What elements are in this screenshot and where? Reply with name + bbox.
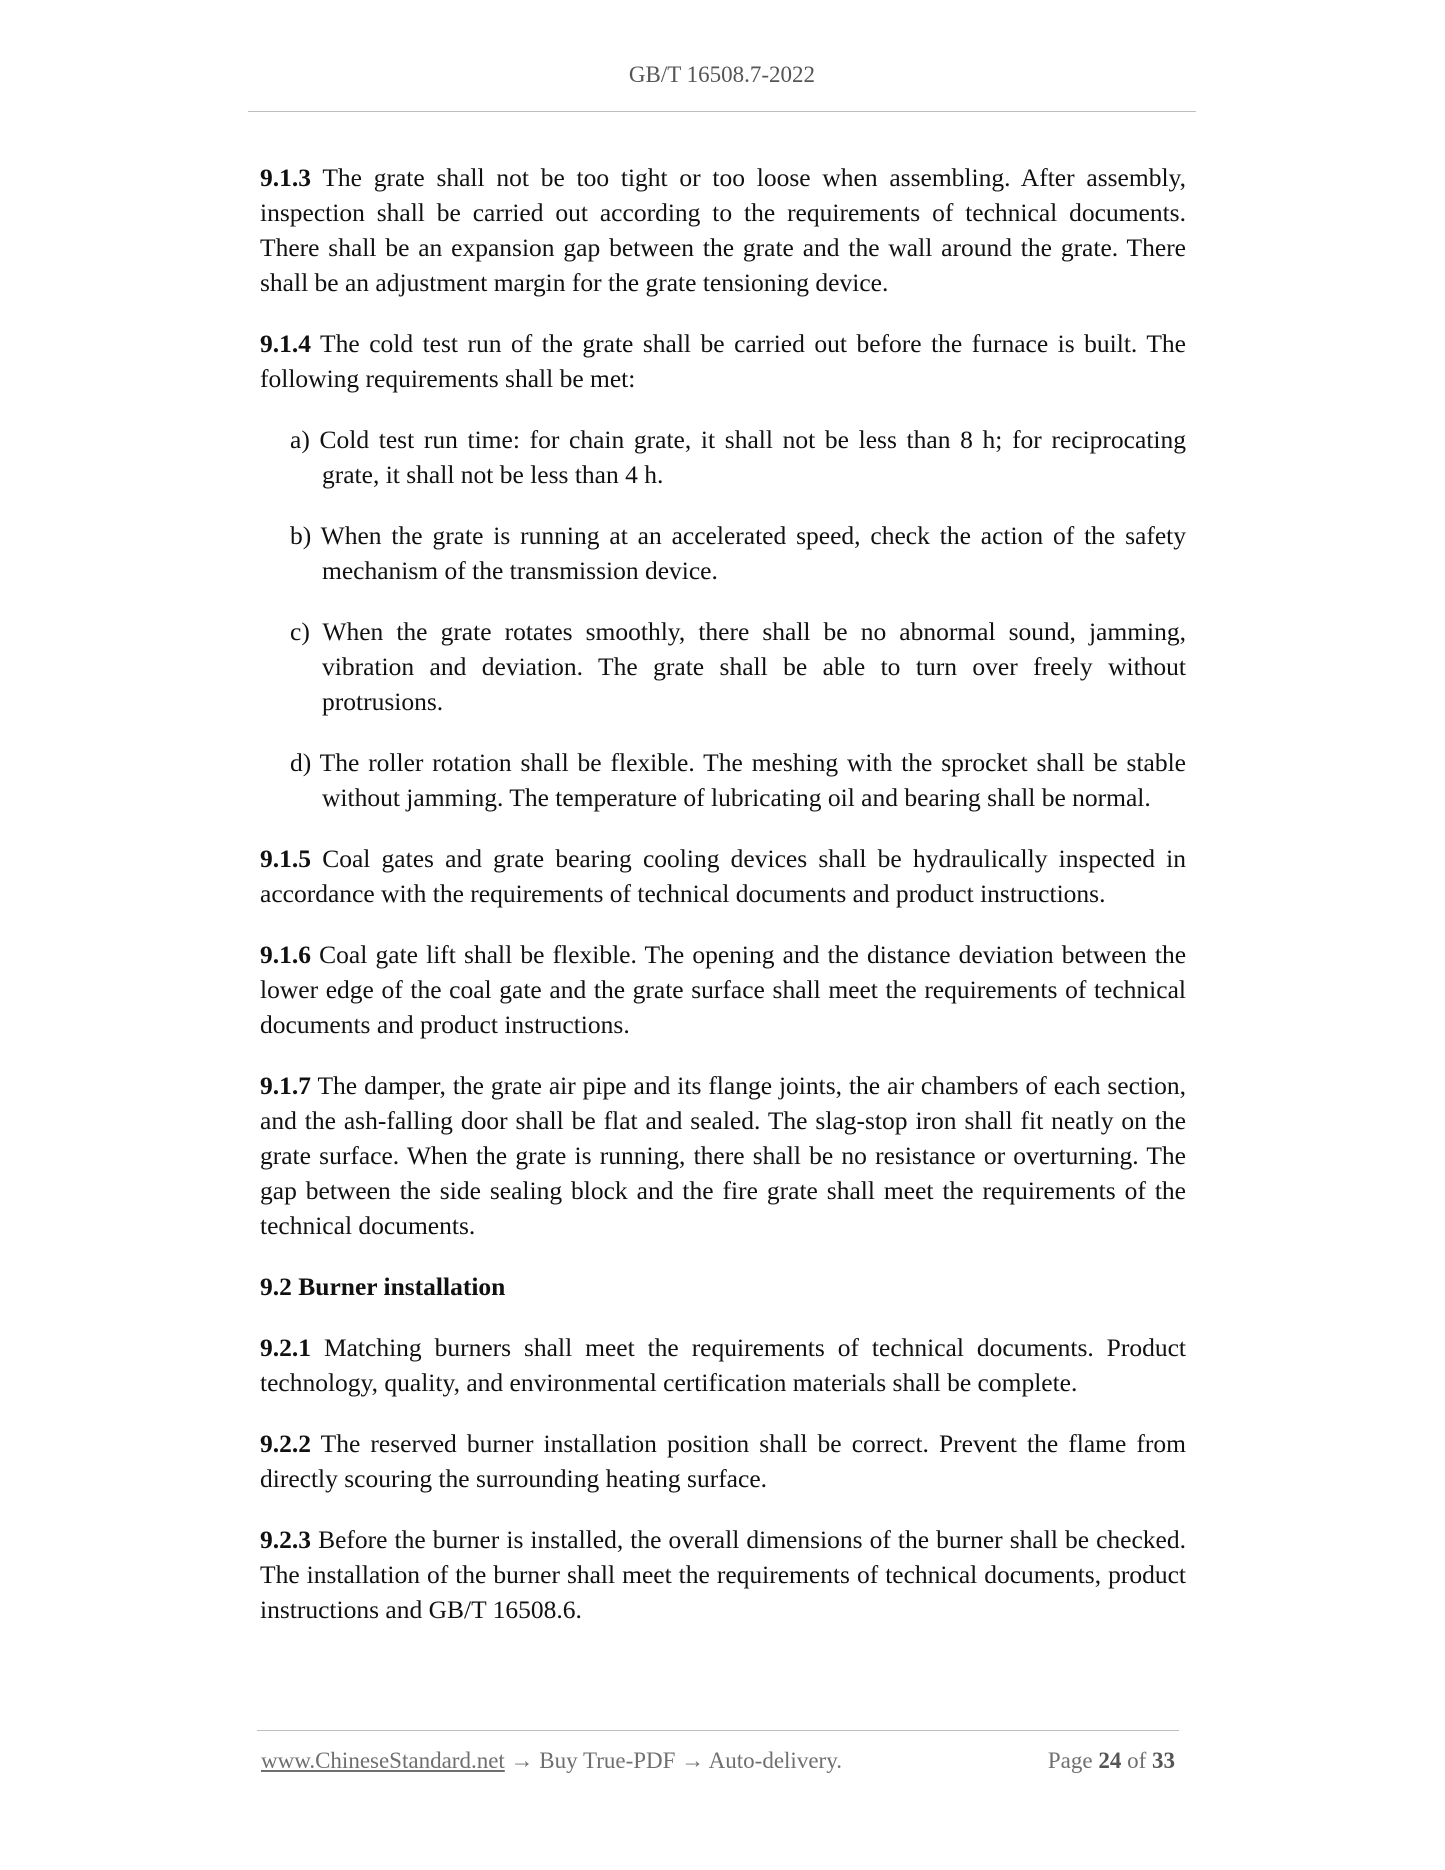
- arrow-right-icon: →: [510, 1748, 534, 1773]
- total-pages-number: 33: [1152, 1748, 1175, 1773]
- clause-text: Coal gate lift shall be flexible. The opening and the distance deviation between the lower edge of the coal gate and the grate surface shall meet the requirements of technical documents and product instructions.: [260, 940, 1187, 1039]
- section-heading-9-2: 9.2 Burner installation: [260, 1272, 506, 1301]
- document-header: GB/T 16508.7-2022: [628, 62, 816, 87]
- list-item-c: c) When the grate rotates smoothly, there shall be no abnormal sound, jamming, vibration and deviation. The grate shall be able to turn over freely without protrusions.: [290, 617, 1186, 716]
- clause-text: Matching burners shall meet the requirements of technical documents. Product technology, quality, and environmental certification materials shall be complete.: [260, 1333, 1186, 1397]
- list-item-b: b) When the grate is running at an accelerated speed, check the action of the safety mechanism of the transmission device.: [290, 521, 1186, 585]
- website-link[interactable]: www.ChineseStandard.net: [261, 1748, 505, 1773]
- list-item-a: a) Cold test run time: for chain grate, it shall not be less than 8 h; for reciprocating grate, it shall not be less than 4 h.: [290, 425, 1186, 489]
- clause-9-1-3: [260, 160, 1186, 300]
- clause-number: 9.2.3: [260, 1525, 311, 1554]
- clause-9-1-5: [260, 841, 1186, 911]
- document-body: [260, 160, 1186, 1653]
- clause-number: 9.1.4: [260, 329, 311, 358]
- auto-delivery-text: Auto-delivery.: [708, 1748, 842, 1773]
- current-page-number: 24: [1098, 1748, 1122, 1773]
- page-label: Page: [1047, 1748, 1093, 1773]
- page-indicator: [1048, 1748, 1175, 1774]
- footer-divider: [257, 1730, 1179, 1731]
- of-label: of: [1127, 1748, 1147, 1773]
- clause-number: 9.1.5: [260, 844, 311, 873]
- clause-number: 9.1.7: [260, 1071, 311, 1100]
- clause-9-2-1: [260, 1330, 1186, 1400]
- clause-9-1-4: [260, 326, 1186, 396]
- header-divider: [248, 111, 1196, 112]
- footer-promo: [261, 1748, 842, 1774]
- clause-number: 9.2.1: [260, 1333, 311, 1362]
- clause-number: 9.1.6: [260, 940, 311, 969]
- clause-text: The reserved burner installation position shall be correct. Prevent the flame from directly scouring the surrounding heating surface.: [260, 1429, 1186, 1493]
- clause-text: Before the burner is installed, the overall dimensions of the burner shall be checked. The installation of the burner shall meet the requirements of technical documents, product instructions and GB/T 16508.6.: [260, 1525, 1187, 1624]
- clause-text: The damper, the grate air pipe and its flange joints, the air chambers of each section, and the ash-falling door shall be flat and sealed. The slag-stop iron shall fit neatly on the grate surface. When the grate is running, there shall be no resistance or overturning. The gap between the side sealing block and the fire grate shall meet the requirements of the technical documents.: [260, 1071, 1186, 1240]
- clause-number: 9.2.2: [260, 1429, 311, 1458]
- clause-9-2-2: [260, 1426, 1186, 1496]
- clause-9-2-3: [260, 1522, 1186, 1627]
- clause-text: Coal gates and grate bearing cooling devices shall be hydraulically inspected in accordance with the requirements of technical documents and product instructions.: [260, 844, 1186, 908]
- clause-9-1-6: [260, 937, 1186, 1042]
- clause-text: The grate shall not be too tight or too loose when assembling. After assembly, inspection shall be carried out according to the requirements of technical documents. There shall be an expansion gap between the grate and the wall around the grate. There shall be an adjustment margin for the grate tensioning device.: [260, 163, 1186, 297]
- clause-number: 9.1.3: [260, 163, 311, 192]
- clause-9-1-7: [260, 1068, 1186, 1243]
- list-item-d: d) The roller rotation shall be flexible. The meshing with the sprocket shall be stable without jamming. The temperature of lubricating oil and bearing shall be normal.: [290, 748, 1186, 812]
- arrow-right-icon: →: [681, 1748, 705, 1773]
- buy-pdf-text: Buy True-PDF: [539, 1748, 676, 1773]
- clause-text: The cold test run of the grate shall be carried out before the furnace is built. The following requirements shall be met:: [260, 329, 1186, 393]
